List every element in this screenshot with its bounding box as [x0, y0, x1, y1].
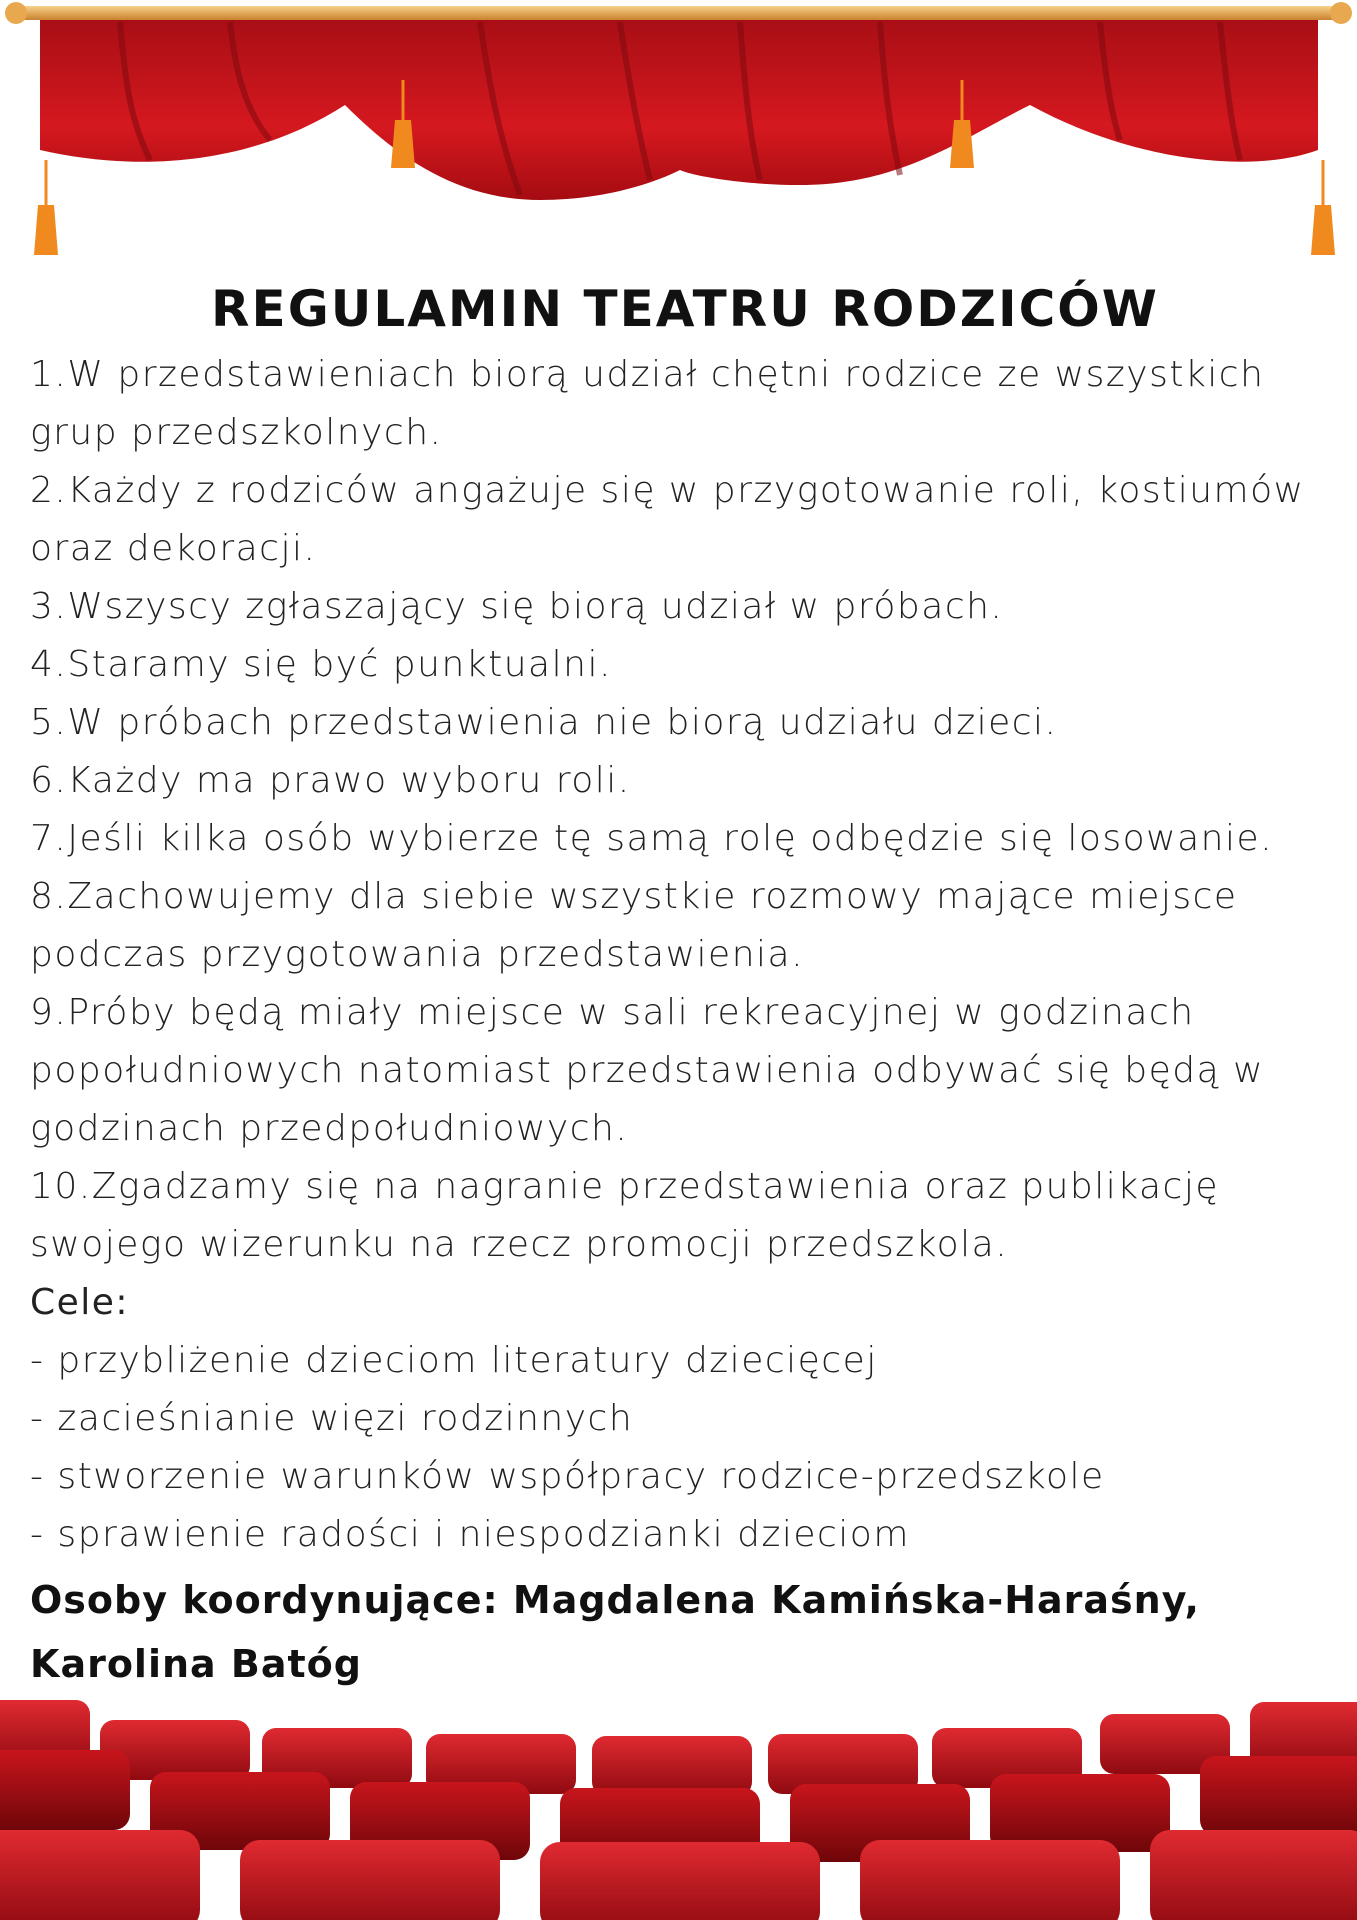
- rule-item-10: 10.Zgadzamy się na nagranie przedstawienia oraz publikację swojego wizerunku na rzecz promocji przedszkola.: [30, 1166, 1219, 1265]
- goals-list: [30, 1332, 1340, 1564]
- rule-item-3: 3.Wszyscy zgłaszający się biorą udział w próbach.: [30, 586, 1004, 627]
- rule-item-7: 7.Jeśli kilka osób wybierze tę samą rolę odbędzie się losowanie.: [30, 818, 1274, 859]
- regulations-content: [30, 280, 1340, 1696]
- rule-item-4: 4.Staramy się być punktualni.: [30, 644, 612, 685]
- goals-heading: Cele:: [30, 1282, 130, 1323]
- coordinators-line: Osoby koordynujące: Magdalena Kamińska-Haraśny, Karolina Batóg: [30, 1578, 1200, 1686]
- rule-item-9: 9.Próby będą miały miejsce w sali rekreacyjnej w godzinach popołudniowych natomiast przedstawienia odbywać się będą w godzinach przedpołudniowych.: [30, 992, 1265, 1149]
- goal-item-1: - przybliżenie dzieciom literatury dziecięcej: [30, 1340, 878, 1381]
- rule-item-6: 6.Każdy ma prawo wyboru roli.: [30, 760, 631, 801]
- curtain-rod: [14, 6, 1344, 20]
- rule-item-2: 2.Każdy z rodziców angażuje się w przygotowanie roli, kostiumów oraz dekoracji.: [30, 470, 1305, 569]
- goal-item-3: - stworzenie warunków współpracy rodzice-przedszkole: [30, 1456, 1105, 1497]
- rule-item-1: 1.W przedstawieniach biorą udział chętni rodzice ze wszystkich grup przedszkolnych.: [30, 354, 1265, 453]
- goal-item-4: - sprawienie radości i niespodzianki dzieciom: [30, 1514, 910, 1555]
- theatre-curtain-decoration: [0, 0, 1357, 270]
- goal-item-2: - zacieśnianie więzi rodzinnych: [30, 1398, 634, 1439]
- rule-item-5: 5.W próbach przedstawienia nie biorą udziału dzieci.: [30, 702, 1058, 743]
- rules-list: [30, 346, 1340, 1274]
- page-title: REGULAMIN TEATRU RODZICÓW: [211, 280, 1159, 338]
- theatre-seats-decoration: [0, 1690, 1357, 1920]
- rule-item-8: 8.Zachowujemy dla siebie wszystkie rozmowy mające miejsce podczas przygotowania przedstawienia.: [30, 876, 1238, 975]
